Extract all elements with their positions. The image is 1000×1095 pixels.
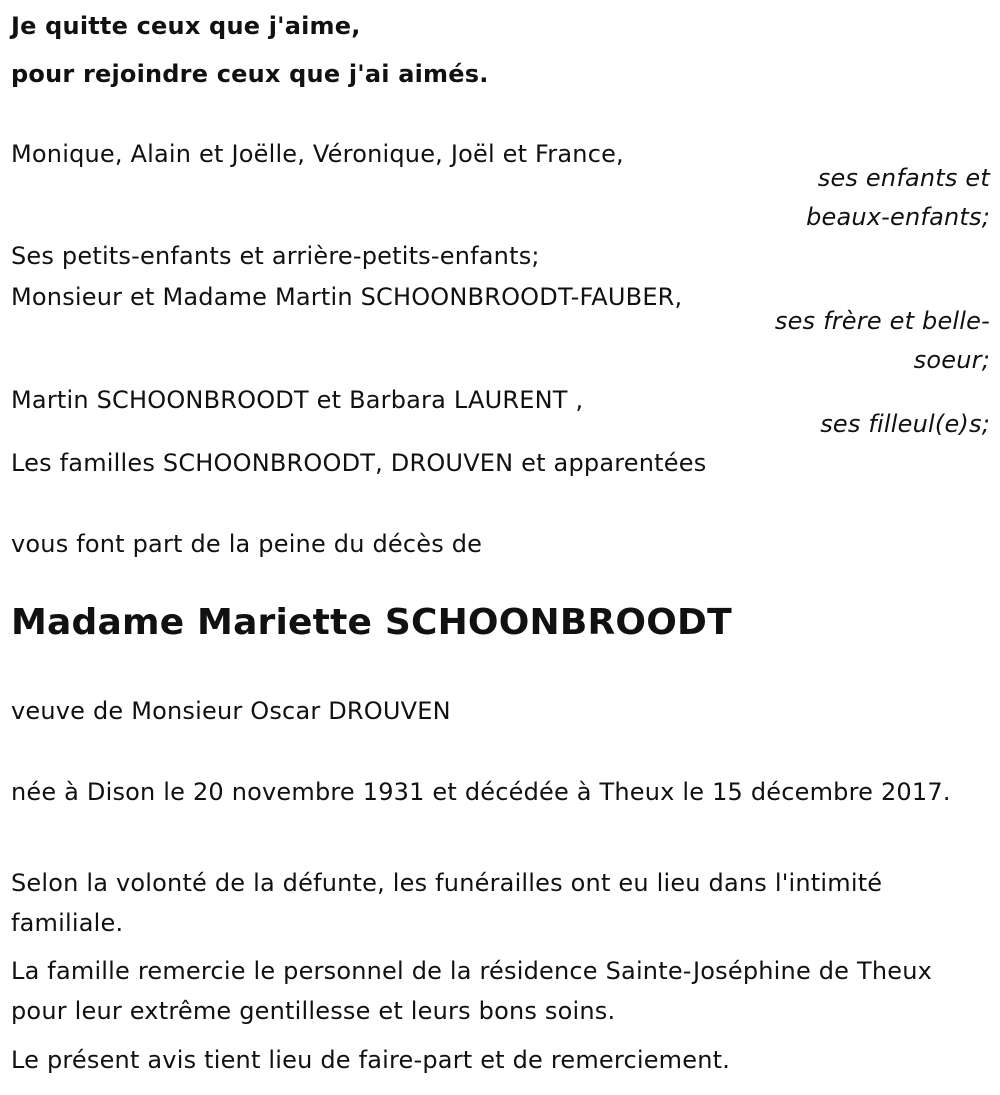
godchildren-names: Martin SCHOONBROODT et Barbara LAURENT , xyxy=(11,386,584,414)
notice-paragraph: Le présent avis tient lieu de faire-part et de remerciement. xyxy=(11,1046,731,1074)
thanks-paragraph: La famille remercie le personnel de la résidence Sainte-Joséphine de Theux pour leur extrême gentillesse et leurs bons soins. xyxy=(11,957,933,1025)
birth-death-info: née à Dison le 20 novembre 1931 et décédée à Theux le 15 décembre 2017. xyxy=(11,778,951,806)
children-role-line-2: beaux-enfants; xyxy=(806,203,990,231)
siblings-role-line-2: soeur; xyxy=(913,346,990,374)
children-names: Monique, Alain et Joëlle, Véronique, Joël et France, xyxy=(11,140,624,168)
announcement: vous font part de la peine du décès de xyxy=(11,530,483,558)
quote-line-2: pour rejoindre ceux que j'ai aimés. xyxy=(11,60,489,88)
families: Les familles SCHOONBROODT, DROUVEN et apparentées xyxy=(11,449,707,477)
siblings-names: Monsieur et Madame Martin SCHOONBROODT-FAUBER, xyxy=(11,283,683,311)
quote-line-1: Je quitte ceux que j'aime, xyxy=(11,12,361,40)
godchildren-role: ses filleul(e)s; xyxy=(820,410,990,438)
siblings-role-line-1: ses frère et belle- xyxy=(774,307,990,335)
widow-of: veuve de Monsieur Oscar DROUVEN xyxy=(11,697,451,725)
children-role-line-1: ses enfants et xyxy=(817,164,990,192)
grandchildren: Ses petits-enfants et arrière-petits-enfants; xyxy=(11,242,540,270)
funeral-info: Selon la volonté de la défunte, les funérailles ont eu lieu dans l'intimité familiale. xyxy=(11,869,883,937)
deceased-name: Madame Mariette SCHOONBROODT xyxy=(11,602,732,643)
